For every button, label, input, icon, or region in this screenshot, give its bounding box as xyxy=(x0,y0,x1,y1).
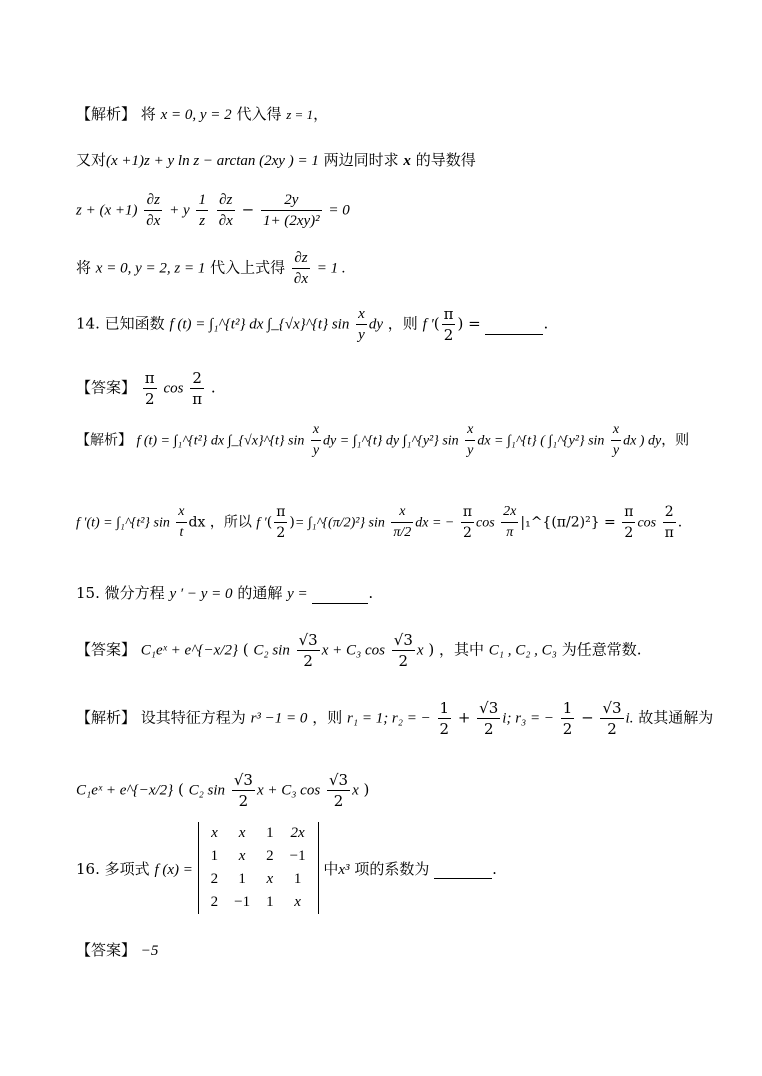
fraction: $\frac{x}{y}$ xyxy=(467,422,474,458)
q14-answer: 【答案】 $\frac{\pi}{2}$ cos $\frac{2}{\pi}$ . xyxy=(76,369,216,408)
question-number: 16. xyxy=(76,859,100,878)
fraction: $\frac{x}{\pi/2}$ xyxy=(393,504,412,540)
fraction: $\frac{\partial z}{\partial x}$ xyxy=(146,192,161,229)
determinant-cell: 1 xyxy=(266,894,274,910)
determinant-cell: 1 xyxy=(210,848,219,864)
determinant-matrix xyxy=(203,822,314,914)
determinant-cell: −1 xyxy=(289,848,306,864)
determinant xyxy=(198,822,319,914)
determinant-row xyxy=(203,822,314,845)
fraction: $\frac{x}{y}$ xyxy=(612,422,620,458)
solution-label: 【解析】 xyxy=(76,432,132,449)
fraction: $\frac{√3}{2}$ xyxy=(328,771,349,810)
fraction: $\frac{2}{\pi}$ xyxy=(192,369,203,408)
q16-question: 16. 多项式 f (x) = x x 1 2x 1 x 2 −1 2 1 x 1 2 −1 1 x 中x³ 项的系数为 . xyxy=(76,822,497,914)
determinant-cell: 1 xyxy=(293,871,302,887)
determinant-row xyxy=(203,891,314,914)
answer-blank xyxy=(485,314,543,335)
q15-solution: 【解析】 设其特征方程为 r³ −1 = 0 ，则 r₁ = 1; r₂ = − $\frac{1}{2}$ + $\frac{√3}{2}$ i; r₃ = − $\frac{1}{2}$ − $\frac{√3}{2}$ i. 故其通解为 xyxy=(76,699,714,738)
determinant-cell: x xyxy=(238,825,246,841)
fraction: $\frac{x}{y}$ xyxy=(312,422,320,458)
q13-line2: 又对(x +1)z + y ln z − arctan (2xy ) = 1 两边同时求 x 的导数得 xyxy=(76,151,476,169)
fraction: $\frac{\partial z}{\partial x}$ xyxy=(218,192,233,229)
determinant-cell: 2 xyxy=(210,871,219,887)
q15-question: 15. 微分方程 y ′ − y = 0 的通解 y = . xyxy=(76,584,374,602)
fraction: $\frac{1}{2}$ xyxy=(562,699,573,738)
determinant-cell: x xyxy=(211,825,218,841)
fraction: $\frac{1}{z}$ xyxy=(198,192,206,229)
q15-answer: 【答案】 C₁eˣ + e^{−x/2} ( C₂ sin $\frac{√3}{2}$ x + C₃ cos $\frac{√3}{2}$ x ) ，其中 C₁ , C₂ , C₃ 为任意常数. xyxy=(76,631,642,670)
determinant-cell: x xyxy=(238,848,246,864)
answer-blank xyxy=(434,860,492,879)
determinant-cell: 1 xyxy=(238,871,246,887)
determinant-cell: 2x xyxy=(290,825,305,841)
fraction: $\frac{1}{2}$ xyxy=(439,699,450,738)
determinant-cell: 2 xyxy=(266,848,274,864)
fraction: $\frac{√3}{2}$ xyxy=(479,699,499,738)
answer-label: 【答案】 xyxy=(76,640,137,659)
fraction: $\frac{\pi}{2}$ xyxy=(462,504,473,541)
answer-label: 【答案】 xyxy=(76,941,137,959)
q15-general-solution: C₁eˣ + e^{−x/2} ( C₂ sin $\frac{√3}{2}$ x + C₃ cos $\frac{√3}{2}$ x ) xyxy=(76,771,370,810)
fraction: $\frac{√3}{2}$ xyxy=(602,699,622,738)
determinant-cell: −1 xyxy=(234,894,251,910)
determinant-cell: x xyxy=(294,894,301,910)
fraction: $\frac{√3}{2}$ xyxy=(393,631,413,670)
q14-question: 14. 已知函数 f (t) = ∫₁^{t²} dx ∫_{√x}^{t} sin $\frac{x}{y}$ dy ，则 f ′( $\frac{\pi}{2}$ ) = . xyxy=(76,305,549,344)
fraction: $\frac{2}{\pi}$ xyxy=(664,504,674,541)
q13-label: 【解析】 xyxy=(76,105,137,123)
fraction: $\frac{\pi}{2}$ xyxy=(443,305,454,344)
determinant-row xyxy=(203,845,314,868)
q14-solution-2: f ′(t) = ∫₁^{t²} sin $\frac{x}{t}$ dx ，所以 f ′( $\frac{\pi}{2}$ )= ∫₁^{(π/2)²} sin $\frac{x}{\pi/2}$ dx = − $\frac{\pi}{2}$ cos $\frac{2x}{\pi}$ |₁^{(π/2)²} = $\frac{\pi}{2}$ cos $\frac{2}{\pi}$ . xyxy=(76,504,683,541)
question-number: 14. xyxy=(76,314,100,333)
fraction: $\frac{x}{t}$ xyxy=(178,504,185,540)
determinant-row xyxy=(203,868,314,891)
question-number: 15. xyxy=(76,584,100,602)
fraction: $\frac{√3}{2}$ xyxy=(298,631,318,670)
fraction: $\frac{\pi}{2}$ xyxy=(144,369,155,408)
q16-answer: 【答案】 −5 xyxy=(76,941,159,959)
fraction: $\frac{√3}{2}$ xyxy=(233,771,253,810)
fraction: $\frac{\pi}{2}$ xyxy=(276,504,286,541)
fraction: $\frac{\pi}{2}$ xyxy=(624,504,634,541)
fraction: $\frac{2x}{\pi}$ xyxy=(503,504,517,540)
q14-solution-1: 【解析】 f (t) = ∫₁^{t²} dx ∫_{√x}^{t} sin $\frac{x}{y}$ dy = ∫₁^{t} dy ∫₁^{y²} sin $\frac{x}{y}$ dx = ∫₁^{t} ( ∫₁^{y²} sin $\frac{x}{y}$ dx ) dy，则 xyxy=(76,420,689,461)
determinant-cell: x xyxy=(266,871,274,887)
fraction: $\frac{x}{y}$ xyxy=(358,306,365,343)
solution-label: 【解析】 xyxy=(76,708,137,727)
determinant-cell: 2 xyxy=(210,894,219,910)
answer-blank xyxy=(312,583,368,604)
fraction: $\frac{2y}{\text{1+ (2xy)²}}$ xyxy=(262,192,320,229)
q13-equation: z + (x +1) $\frac{\partial z}{\partial x}$ + y $\frac{1}{z}$ $\frac{\partial z}{\partial x}$ − $\frac{2y}{\text{1+ (2xy)²}}$ = 0 xyxy=(76,192,350,229)
determinant-cell: 1 xyxy=(266,825,274,841)
answer-label: 【答案】 xyxy=(76,378,137,397)
q13-line4: 将 x = 0, y = 2, z = 1 代入上式得 $\frac{\partial z}{\partial x}$ = 1 . xyxy=(76,250,346,287)
fraction: $\frac{\partial z}{\partial x}$ xyxy=(293,250,308,287)
q13-line1: 【解析】 将 x = 0, y = 2 代入得 z = 1， xyxy=(76,105,329,123)
